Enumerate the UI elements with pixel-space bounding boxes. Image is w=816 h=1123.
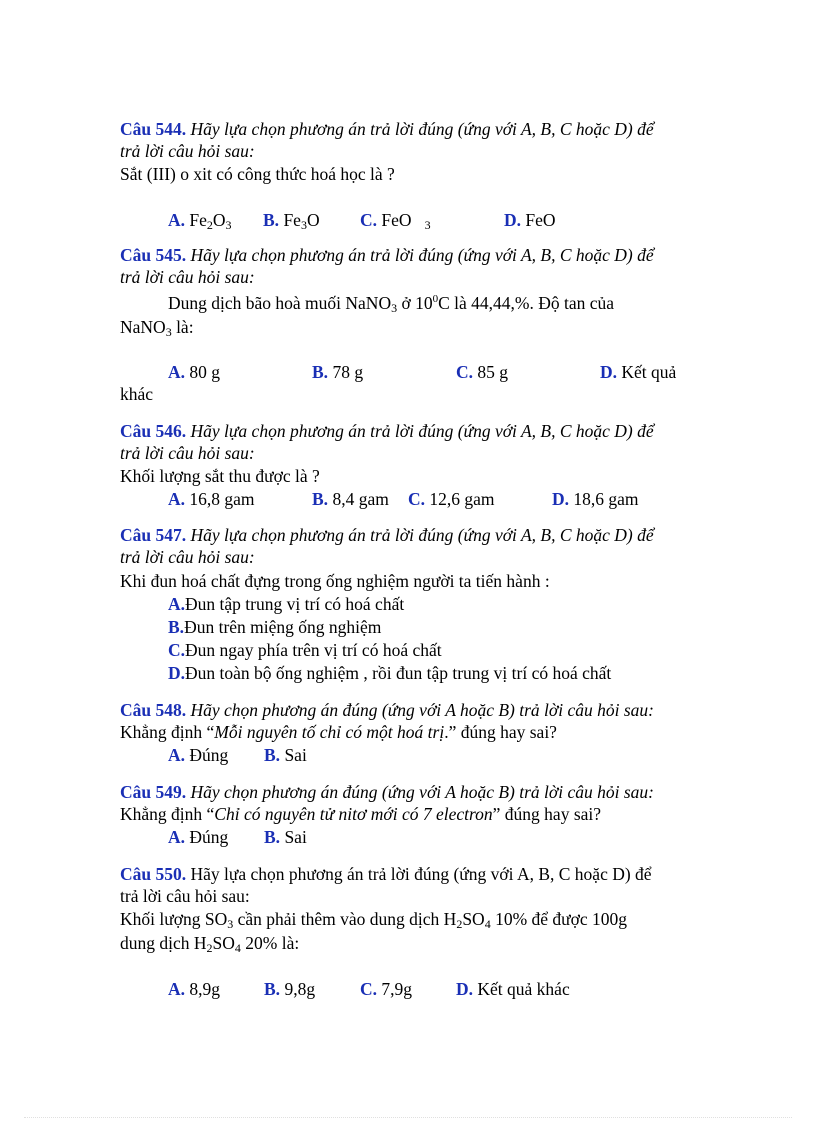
option-b[interactable]: B. 9,8g xyxy=(264,979,316,999)
option-c[interactable]: C. 12,6 gam xyxy=(408,489,495,509)
question-instruction-cont: trả lời câu hỏi sau: xyxy=(120,886,250,906)
option-c[interactable]: C.Đun ngay phía trên vị trí có hoá chất xyxy=(168,640,442,660)
option-a[interactable]: A. $Fe_2O_3$ xyxy=(168,210,232,232)
question-instruction: Hãy lựa chọn phương án trả lời đúng (ứng với A, B, C hoặc D) để xyxy=(190,421,654,441)
option-b[interactable]: B. Sai xyxy=(264,827,307,847)
question-546-stem: Khối lượng sắt thu được là ? xyxy=(120,466,320,486)
option-b[interactable]: B. 78 g xyxy=(312,362,364,382)
option-c[interactable]: C. 7,9g xyxy=(360,979,413,999)
question-549-header xyxy=(120,781,654,803)
question-instruction: Hãy lựa chọn phương án trả lời đúng (ứng với A, B, C hoặc D) để xyxy=(190,525,654,545)
option-b[interactable]: B.Đun trên miệng ống nghiệm xyxy=(168,617,382,637)
question-545-stem-2: NaNO$_3$ là: xyxy=(120,317,194,339)
question-instruction: Hãy lựa chọn phương án trả lời đúng (ứng với A, B, C hoặc D) để xyxy=(190,119,654,139)
question-550-stem-1: Khối lượng $SO_3$ cần phải thêm vào dung dịch $H_2SO_4$ 10% để được 100g xyxy=(120,909,628,931)
question-545-header xyxy=(120,244,654,266)
question-548-header xyxy=(120,699,654,721)
option-a[interactable]: A.Đun tập trung vị trí có hoá chất xyxy=(168,594,405,614)
question-instruction: Hãy lựa chọn phương án trả lời đúng (ứng với A, B, C hoặc D) để xyxy=(190,245,654,265)
question-547-header xyxy=(120,524,654,546)
question-instruction-cont: trả lời câu hỏi sau: xyxy=(120,547,255,567)
option-d[interactable]: D. Kết quả khác xyxy=(456,979,570,999)
question-instruction: Hãy lựa chọn phương án trả lời đúng (ứng với A, B, C hoặc D) để xyxy=(190,864,652,884)
option-b[interactable]: B. $Fe_3O$ xyxy=(263,210,320,232)
question-548-stem: Khẳng định “Mỗi nguyên tố chỉ có một hoá trị.” đúng hay sai? xyxy=(120,722,557,742)
question-number: Câu 545. xyxy=(120,245,187,265)
page-bottom-divider xyxy=(24,1117,792,1118)
question-550-stem-2: dung dịch $H_2SO_4$ 20% là: xyxy=(120,933,300,955)
option-d[interactable]: D.Đun toàn bộ ống nghiệm , rồi đun tập trung vị trí có hoá chất xyxy=(168,663,612,683)
option-a[interactable]: A. Đúng xyxy=(168,827,229,847)
option-a[interactable]: A. Đúng xyxy=(168,745,229,765)
question-number: Câu 546. xyxy=(120,421,187,441)
question-546-header xyxy=(120,420,654,442)
question-544-stem: Sắt (III) o xit có công thức hoá học là ? xyxy=(120,164,395,184)
question-number: Câu 547. xyxy=(120,525,187,545)
question-instruction-cont: trả lời câu hỏi sau: xyxy=(120,443,255,463)
question-550-header xyxy=(120,863,652,885)
option-d-continuation: khác xyxy=(120,384,154,404)
option-c[interactable]: C. 85 g xyxy=(456,362,509,382)
option-b[interactable]: B. 8,4 gam xyxy=(312,489,389,509)
question-number: Câu 550. xyxy=(120,864,187,884)
question-545-stem-1: Dung dịch bão hoà muối NaNO$_3$ ở $10^0C$ là 44,44,%. Độ tan của xyxy=(168,293,615,315)
option-a[interactable]: A. 8,9g xyxy=(168,979,221,999)
question-544-header xyxy=(120,118,654,140)
option-d[interactable]: D. Kết quả xyxy=(600,362,677,382)
option-a[interactable]: A. 16,8 gam xyxy=(168,489,255,509)
question-549-stem: Khẳng định “Chỉ có nguyên tử nitơ mới có 7 electron” đúng hay sai? xyxy=(120,804,602,824)
question-547-stem: Khi đun hoá chất đựng trong ống nghiệm người ta tiến hành : xyxy=(120,571,550,591)
question-instruction: Hãy chọn phương án đúng (ứng với A hoặc B) trả lời câu hỏi sau: xyxy=(190,782,654,802)
option-d[interactable]: D. FeO xyxy=(504,210,556,230)
option-b[interactable]: B. Sai xyxy=(264,745,307,765)
question-instruction-cont: trả lời câu hỏi sau: xyxy=(120,267,255,287)
question-instruction: Hãy chọn phương án đúng (ứng với A hoặc B) trả lời câu hỏi sau: xyxy=(190,700,654,720)
question-number: Câu 549. xyxy=(120,782,187,802)
question-instruction-cont: trả lời câu hỏi sau: xyxy=(120,141,255,161)
option-d[interactable]: D. 18,6 gam xyxy=(552,489,639,509)
option-a[interactable]: A. 80 g xyxy=(168,362,221,382)
option-c[interactable]: C. FeO $_3$ xyxy=(360,210,431,232)
question-number: Câu 548. xyxy=(120,700,187,720)
question-number: Câu 544. xyxy=(120,119,187,139)
